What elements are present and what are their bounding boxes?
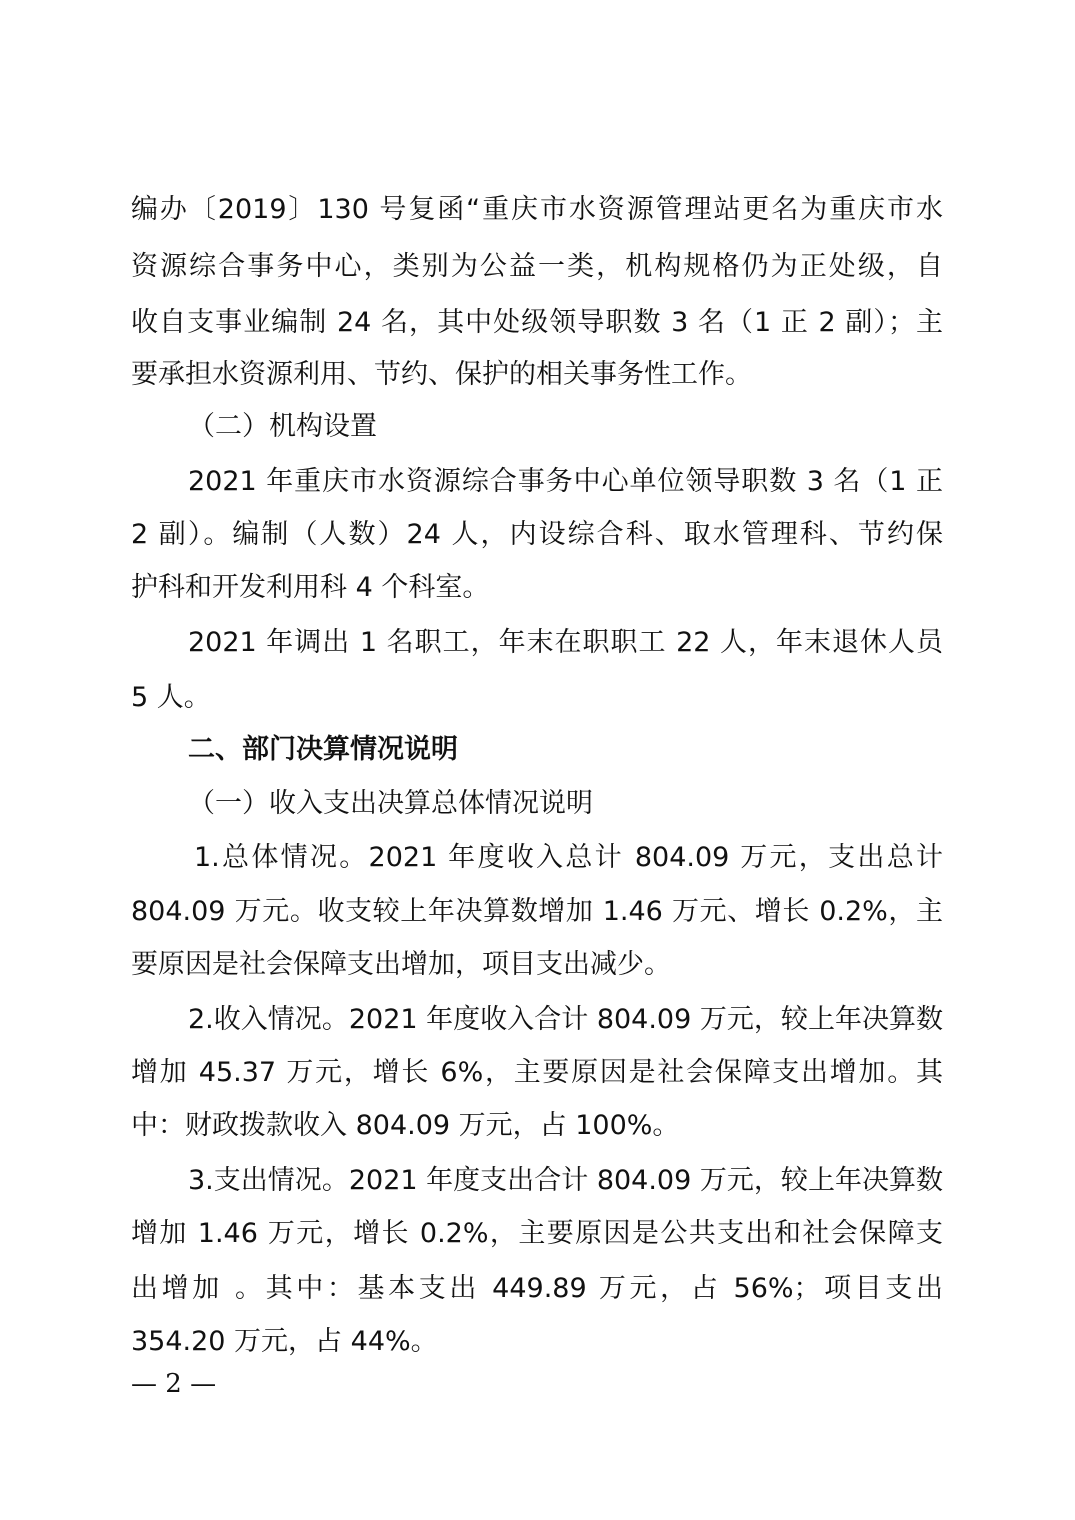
paragraph-line: 804.09 万元。收支较上年决算数增加 1.46 万元、增长 0.2%，主: [131, 896, 943, 927]
paragraph-line: 收自支事业编制 24 名，其中处级领导职数 3 名（1 正 2 副）；主: [131, 307, 943, 338]
paragraph-line: 354.20 万元，占 44%。: [131, 1326, 438, 1357]
paragraph-line: 要原因是社会保障支出增加，项目支出减少。: [131, 949, 671, 980]
paragraph-line: 编办〔2019〕130 号复函“重庆市水资源管理站更名为重庆市水: [131, 194, 943, 225]
paragraph-line: 3.支出情况。2021 年度支出合计 804.09 万元，较上年决算数: [188, 1165, 943, 1196]
paragraph-line: 2021 年重庆市水资源综合事务中心单位领导职数 3 名（1 正: [188, 466, 943, 497]
paragraph-line: 5 人。: [131, 682, 211, 713]
paragraph-line: 2.收入情况。2021 年度收入合计 804.09 万元，较上年决算数: [188, 1004, 943, 1035]
paragraph-line: 中：财政拨款收入 804.09 万元，占 100%。: [131, 1110, 680, 1141]
paragraph-line: 增加 1.46 万元，增长 0.2%，主要原因是公共支出和社会保障支: [131, 1218, 943, 1249]
paragraph-line: 2 副）。编制（人数）24 人，内设综合科、取水管理科、节约保: [131, 519, 943, 550]
paragraph-line: 要承担水资源利用、节约、保护的相关事务性工作。: [131, 359, 752, 390]
page-number: — 2 —: [131, 1369, 217, 1399]
paragraph-line: 出增加 。其中：基本支出 449.89 万元，占 56%；项目支出: [131, 1273, 943, 1304]
subsection-heading-overall: （一）收入支出决算总体情况说明: [188, 788, 593, 819]
paragraph-line: 2021 年调出 1 名职工，年末在职职工 22 人，年末退休人员: [188, 627, 943, 658]
paragraph-line: 1.总体情况。2021 年度收入总计 804.09 万元，支出总计: [194, 842, 943, 873]
paragraph-line: 资源综合事务中心，类别为公益一类，机构规格仍为正处级，自: [131, 251, 943, 282]
paragraph-line: 增加 45.37 万元，增长 6%，主要原因是社会保障支出增加。其: [131, 1057, 943, 1088]
subsection-heading-org: （二）机构设置: [188, 411, 377, 442]
section-heading-final-accounts: 二、部门决算情况说明: [188, 734, 458, 765]
paragraph-line: 护科和开发利用科 4 个科室。: [131, 572, 490, 603]
